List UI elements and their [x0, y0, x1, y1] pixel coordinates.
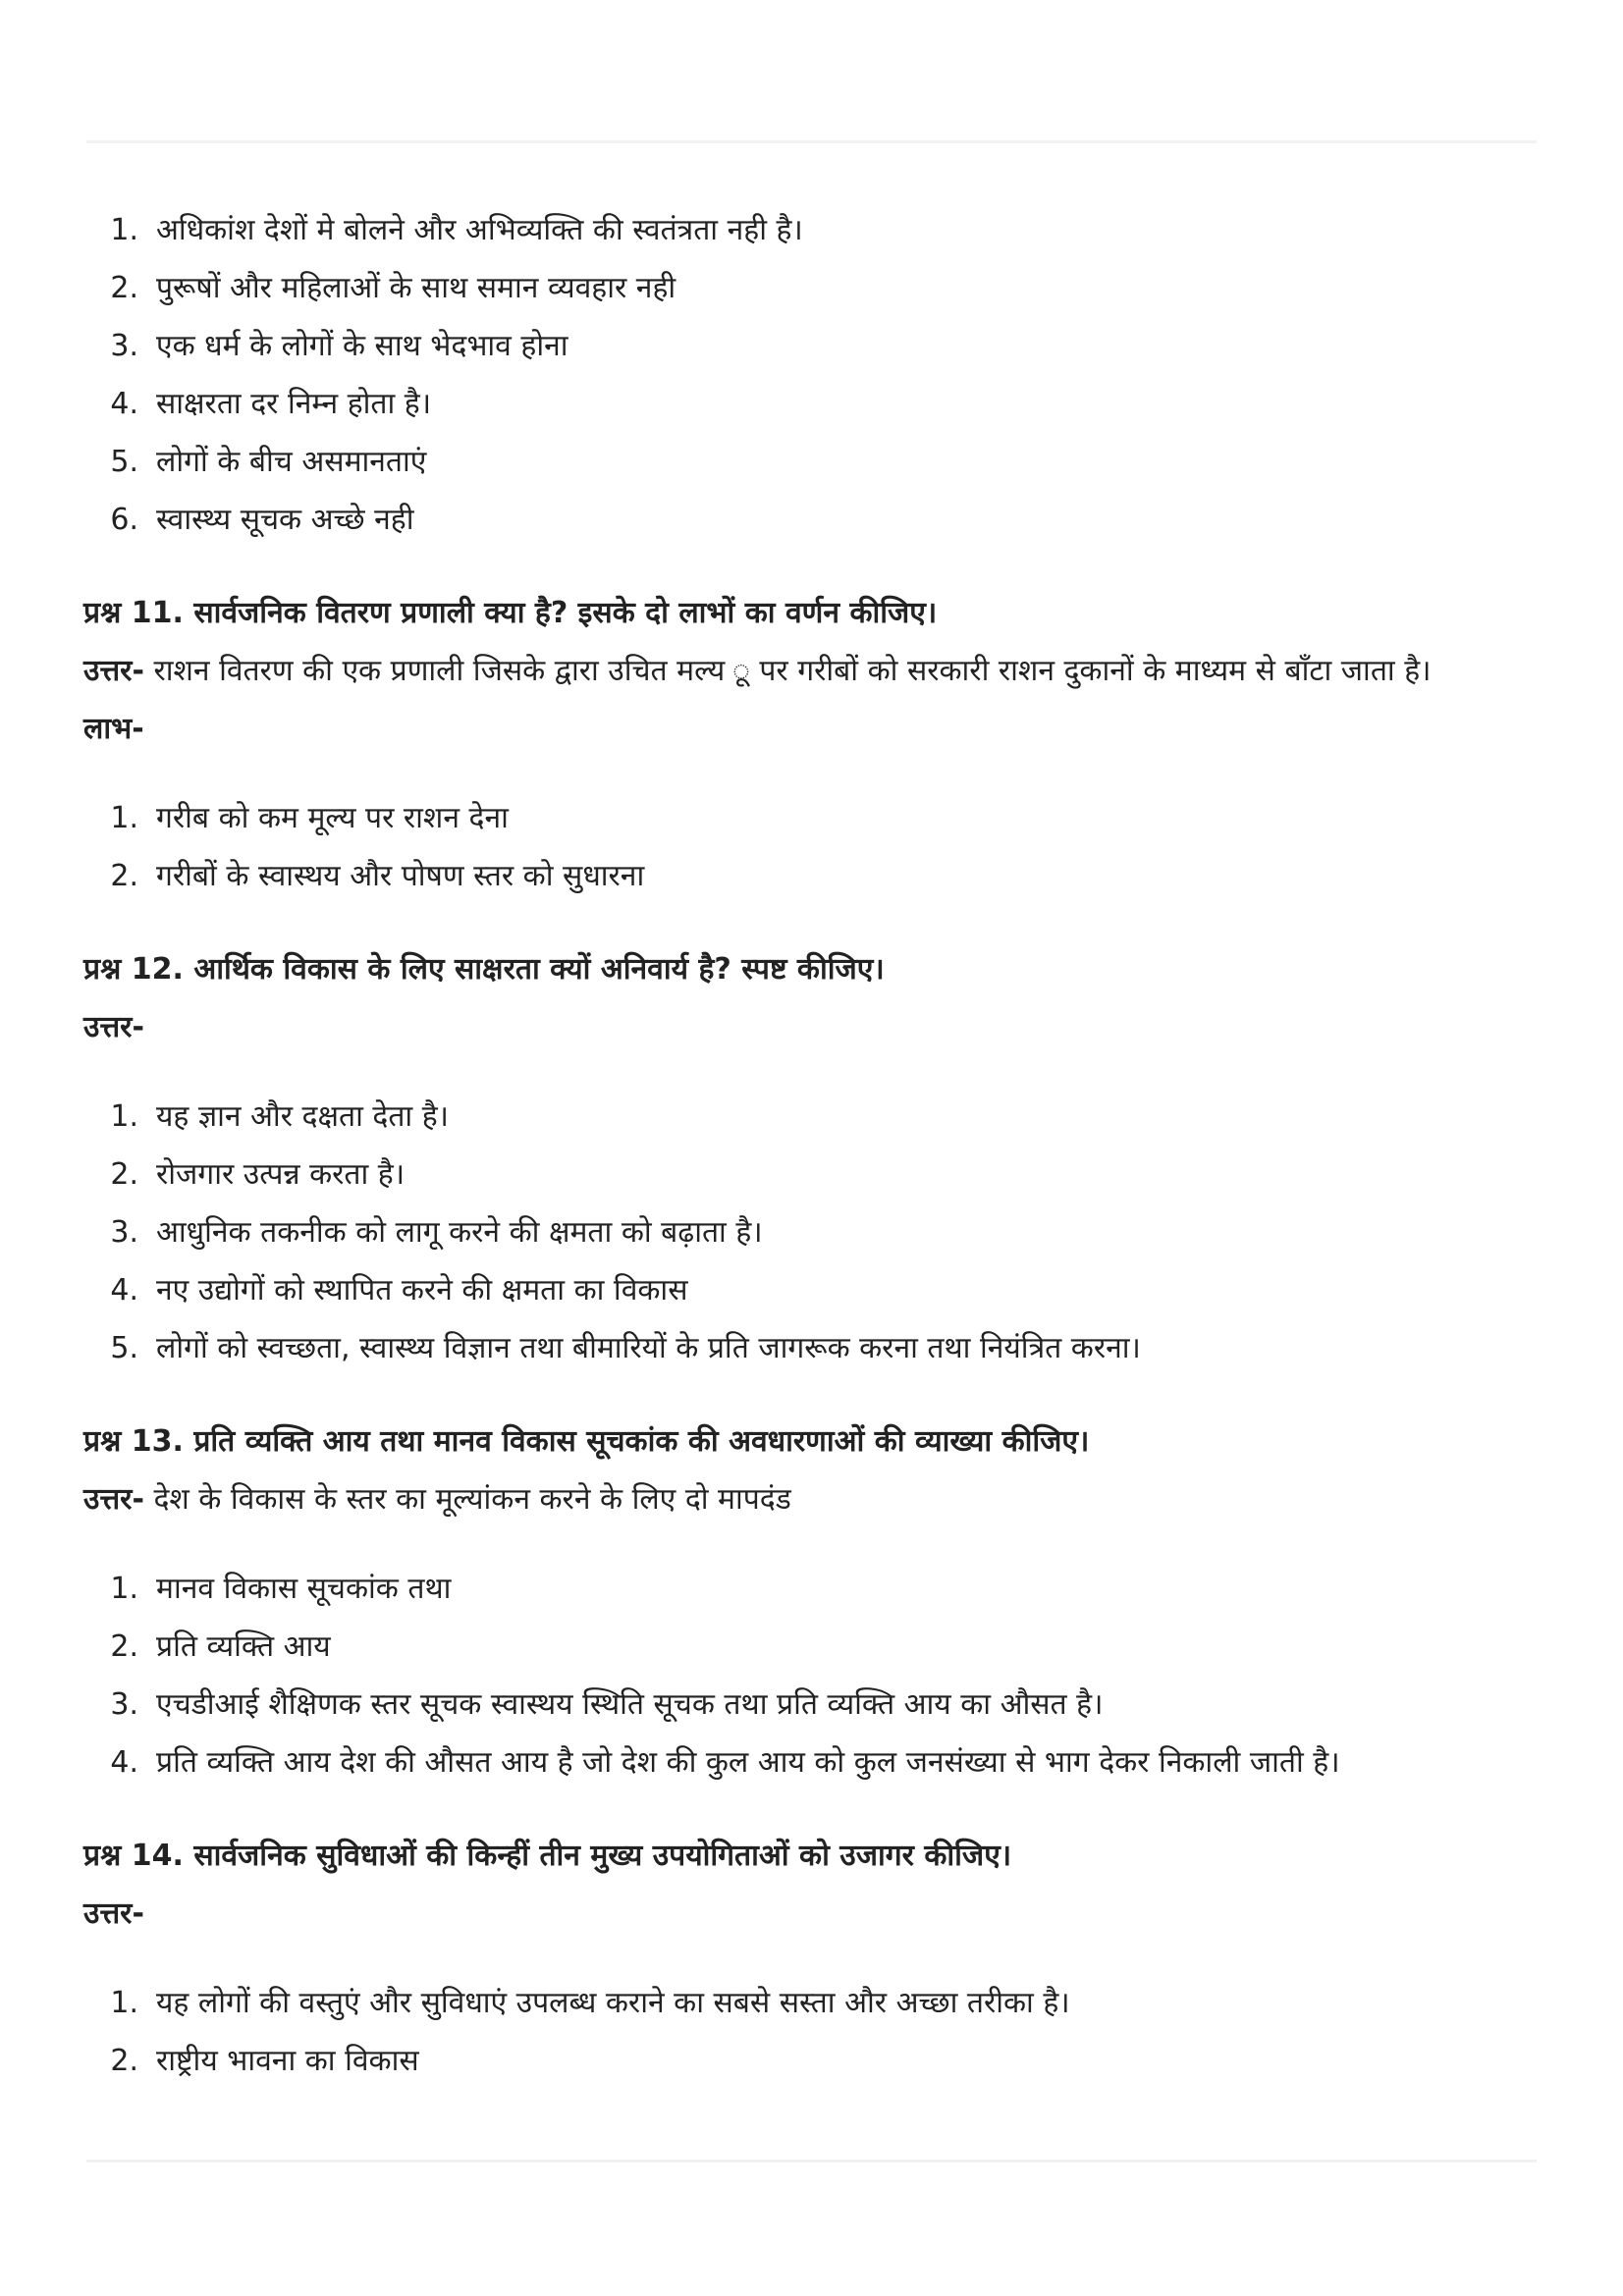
list-item: 3. एचडीआई शैक्षिणक स्तर सूचक स्वास्थय स्थिति सूचक तथा प्रति व्यक्ति आय का औसत है। [110, 1687, 1104, 1722]
list-item: 6. स्वास्थ्य सूचक अच्छे नही [110, 503, 414, 537]
question-13: प्रश्न 13. प्रति व्यक्ति आय तथा मानव विकास सूचकांक की अवधारणाओं की व्याख्या कीजिए। [83, 1424, 1090, 1459]
answer-label: उत्तर- [83, 1010, 144, 1044]
top-divider [86, 140, 1537, 143]
list-item: 2. प्रति व्यक्ति आय [110, 1629, 331, 1664]
list-item: 1. यह ज्ञान और दक्षता देता है। [110, 1099, 450, 1134]
bottom-divider [86, 2160, 1537, 2163]
answer-label: उत्तर- [83, 1896, 144, 1931]
list-item: 5. लोगों को स्वच्छता, स्वास्थ्य विज्ञान तथा बीमारियों के प्रति जागरूक करना तथा नियंत्रित करना। [110, 1331, 1141, 1365]
answer-text: राशन वितरण की एक प्रणाली जिसके द्वारा उचित मल्य ू पर गरीबों को सरकारी राशन दुकानों के माध्यम से बाँटा जाता है। [143, 654, 1432, 688]
answer-label: उत्तर- [83, 1482, 144, 1517]
question-12: प्रश्न 12. आर्थिक विकास के लिए साक्षरता क्यों अनिवार्य है? स्पष्ट कीजिए। [83, 952, 885, 987]
list-item: 2. गरीबों के स्वास्थय और पोषण स्तर को सुधारना [110, 859, 645, 893]
answer-11 [83, 642, 1537, 700]
list-q12 [83, 1088, 1537, 1377]
list-item: 5. लोगों के बीच असमानताएं [110, 445, 427, 479]
list-1 [83, 201, 1537, 549]
list-item: 4. नए उद्योगों को स्थापित करने की क्षमता का विकास [110, 1273, 688, 1308]
list-q13 [83, 1560, 1537, 1791]
list-item: 1. अधिकांश देशों मे बोलने और अभिव्यक्ति की स्वतंत्रता नही है। [110, 213, 803, 247]
question-11: प्रश्न 11. सार्वजनिक वितरण प्रणाली क्या है? इसके दो लाभों का वर्णन कीजिए। [83, 596, 938, 630]
list-item: 4. साक्षरता दर निम्न होता है। [110, 387, 432, 421]
answer-label: उत्तर- [83, 654, 144, 688]
list-item: 2. राष्ट्रीय भावना का विकास [110, 2044, 419, 2078]
list-item: 2. पुरूषों और महिलाओं के साथ समान व्यवहार नही [110, 271, 676, 305]
list-item: 3. एक धर्म के लोगों के साथ भेदभाव होना [110, 329, 568, 363]
list-q11 [83, 789, 1537, 905]
document-body [83, 201, 1537, 2090]
question-14: प्रश्न 14. सार्वजनिक सुविधाओं की किन्हीं तीन मुख्य उपयोगिताओं को उजागर कीजिए। [83, 1839, 1012, 1873]
list-item: 1. मानव विकास सूचकांक तथा [110, 1572, 452, 1606]
list-item: 3. आधुनिक तकनीक को लागू करने की क्षमता को बढ़ाता है। [110, 1215, 763, 1250]
benefits-label: लाभ- [83, 712, 144, 746]
list-item: 2. रोजगार उत्पन्न करता है। [110, 1157, 406, 1192]
answer-text: देश के विकास के स्तर का मूल्यांकन करने के लिए दो मापदंड [143, 1482, 791, 1517]
list-item: 1. यह लोगों की वस्तुएं और सुविधाएं उपलब्ध कराने का सबसे सस्ता और अच्छा तरीका है। [110, 1986, 1070, 2020]
list-item: 4. प्रति व्यक्ति आय देश की औसत आय है जो देश की कुल आय को कुल जनसंख्या से भाग देकर निकाली जाती है। [110, 1745, 1340, 1780]
list-item: 1. गरीब को कम मूल्य पर राशन देना [110, 801, 509, 835]
list-q14 [83, 1974, 1537, 2090]
answer-13 [83, 1470, 1537, 1528]
